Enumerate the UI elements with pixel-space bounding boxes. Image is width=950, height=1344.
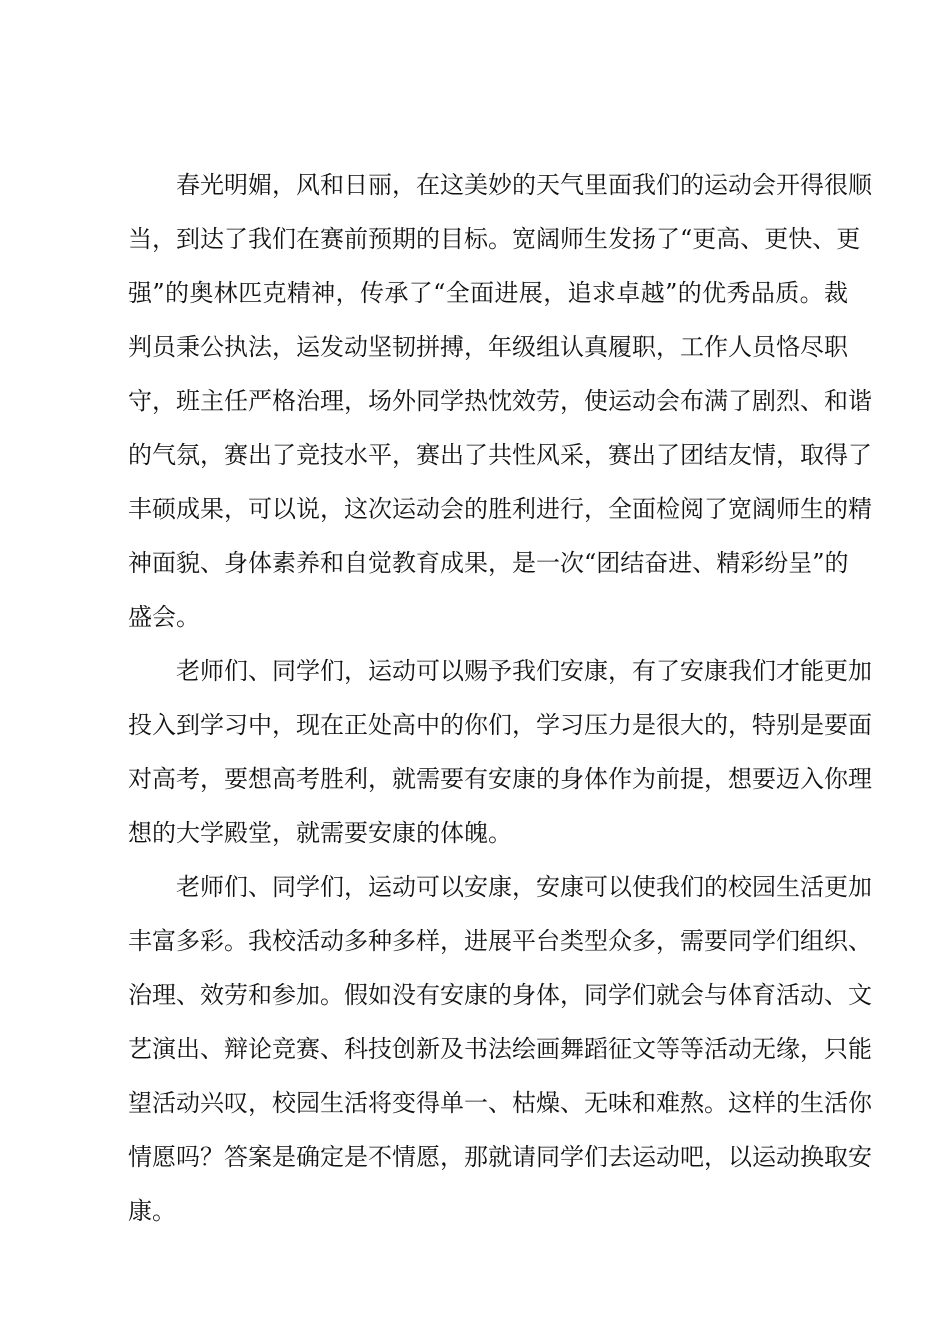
paragraph-line: 强”的奥林匹克精神，传承了“全面进展，追求卓越”的优秀品质。裁 (128, 279, 848, 307)
paragraph-line: 丰硕成果，可以说，这次运动会的胜利进行，全面检阅了宽阔师生的精 (128, 495, 872, 523)
paragraph-line: 春光明媚，风和日丽，在这美妙的天气里面我们的运动会开得很顺 (176, 171, 872, 199)
paragraph-line: 艺演出、辩论竞赛、科技创新及书法绘画舞蹈征文等等活动无缘，只能 (128, 1035, 872, 1063)
paragraph-1 (128, 158, 872, 644)
paragraph-line: 盛会。 (128, 603, 200, 631)
paragraph-2 (128, 644, 872, 860)
document-body (128, 158, 872, 1238)
paragraph-line: 老师们、同学们，运动可以赐予我们安康，有了安康我们才能更加 (176, 657, 872, 685)
paragraph-line: 判员秉公执法，运发动坚韧拼搏，年级组认真履职，工作人员恪尽职 (128, 333, 848, 361)
paragraph-line: 投入到学习中，现在正处高中的你们，学习压力是很大的，特别是要面 (128, 711, 872, 739)
paragraph-line: 情愿吗？答案是确定是不情愿，那就请同学们去运动吧，以运动换取安 (128, 1143, 872, 1171)
paragraph-line: 丰富多彩。我校活动多种多样，进展平台类型众多，需要同学们组织、 (128, 927, 872, 955)
paragraph-line: 守，班主任严格治理，场外同学热忱效劳，使运动会布满了剧烈、和谐 (128, 387, 872, 415)
paragraph-line: 想的大学殿堂，就需要安康的体魄。 (128, 819, 512, 847)
paragraph-line: 当，到达了我们在赛前预期的目标。宽阔师生发扬了“更高、更快、更 (128, 225, 861, 253)
paragraph-line: 老师们、同学们，运动可以安康，安康可以使我们的校园生活更加 (176, 873, 872, 901)
paragraph-line: 对高考，要想高考胜利，就需要有安康的身体作为前提，想要迈入你理 (128, 765, 872, 793)
paragraph-line: 望活动兴叹，校园生活将变得单一、枯燥、无味和难熬。这样的生活你 (128, 1089, 872, 1117)
paragraph-line: 治理、效劳和参加。假如没有安康的身体，同学们就会与体育活动、文 (128, 981, 872, 1009)
paragraph-3 (128, 860, 872, 1238)
paragraph-line: 神面貌、身体素养和自觉教育成果，是一次“团结奋进、精彩纷呈”的 (128, 549, 849, 577)
paragraph-line: 康。 (128, 1197, 176, 1225)
paragraph-line: 的气氛，赛出了竞技水平，赛出了共性风采，赛出了团结友情，取得了 (128, 441, 872, 469)
